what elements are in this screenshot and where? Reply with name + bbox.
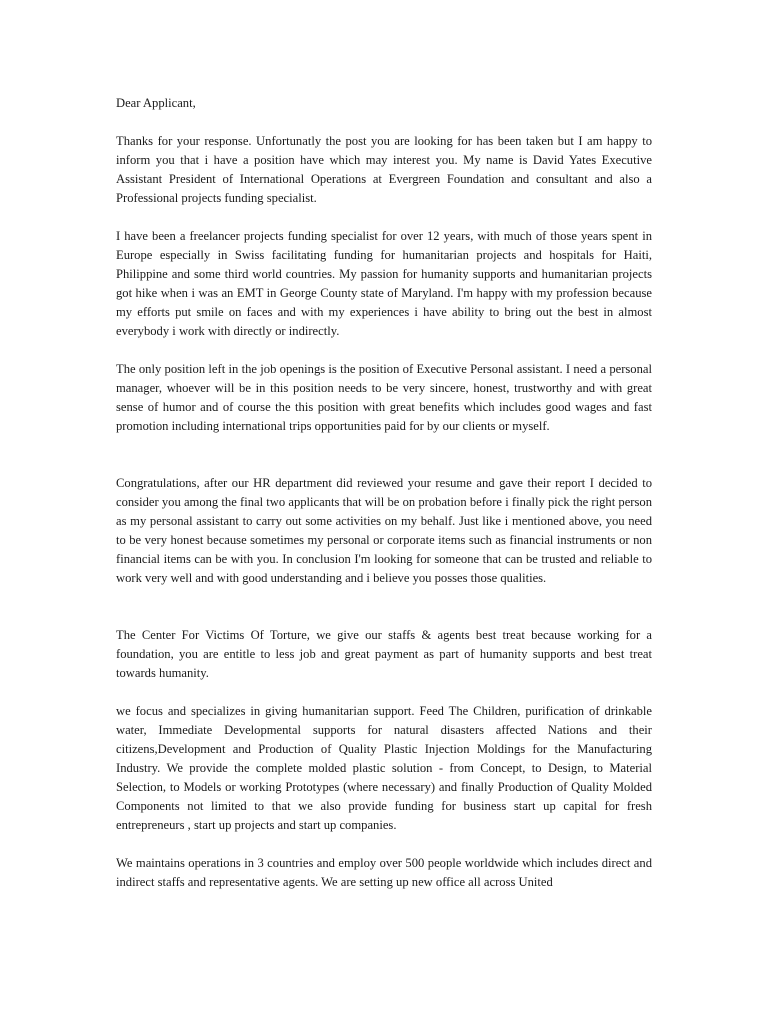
paragraph-response: Thanks for your response. Unfortunatly the post you are looking for has been taken but I am happy to inform you that i have a position have which may interest you. My name is David Yates Executive Assistant President of International Operations at Evergreen Foundation and consultant and also a Professional projects funding specialist. [116,134,652,205]
paragraph-position: The only position left in the job openings is the position of Executive Personal assistant. I need a personal manager, whoever will be in this position needs to be very sincere, honest, trustworthy and with great sense of humor and of course the this position with great benefits which includes good wages and fast promotion including international trips opportunities paid for by our clients or myself. [116,362,652,433]
paragraph-congratulations: Congratulations, after our HR department did reviewed your resume and gave their report I decided to consider you among the final two applicants that will be on probation before i finally pick the right person as my personal assistant to carry out some activities on my behalf. Just like i mentioned above, you need to be very honest because sometimes my personal or corporate items such as financial instruments or non financial items can be with you. In conclusion I'm looking for someone that can be trusted and reliable to work very well and with good understanding and i believe you posses those qualities. [116,476,652,585]
paragraph-focus: we focus and specializes in giving humanitarian support. Feed The Children, purification of drinkable water, Immediate Developmental supports for natural disasters affected Nations and their citizens,Development and Production of Quality Plastic Injection Moldings for the Manufacturing Industry. We provide the complete molded plastic solution - from Concept, to Design, to Material Selection, to Models or working Prototypes (where necessary) and finally Production of Quality Molded Components not limited to that we also provide funding for business start up capital for fresh entrepreneurs , start up projects and start up companies. [116,704,652,832]
paragraph-background: I have been a freelancer projects funding specialist for over 12 years, with much of those years spent in Europe especially in Swiss facilitating funding for humanitarian projects and hospitals for Haiti, Philippine and some third world countries. My passion for humanity supports and humanitarian projects got hike when i was an EMT in George County state of Maryland. I'm happy with my profession because my efforts put smile on faces and with my experiences i have ability to bring out the best in almost everybody i work with directly or indirectly. [116,229,652,338]
letter-body [116,94,652,892]
paragraph-center-for-victims: The Center For Victims Of Torture, we give our staffs & agents best treat because working for a foundation, you are entitle to less job and great payment as part of humanity supports and best treat towards humanity. [116,628,652,680]
paragraph-operations: We maintains operations in 3 countries and employ over 500 people worldwide which includes direct and indirect staffs and representative agents. We are setting up new office all across United [116,856,652,889]
salutation: Dear Applicant, [116,96,196,110]
